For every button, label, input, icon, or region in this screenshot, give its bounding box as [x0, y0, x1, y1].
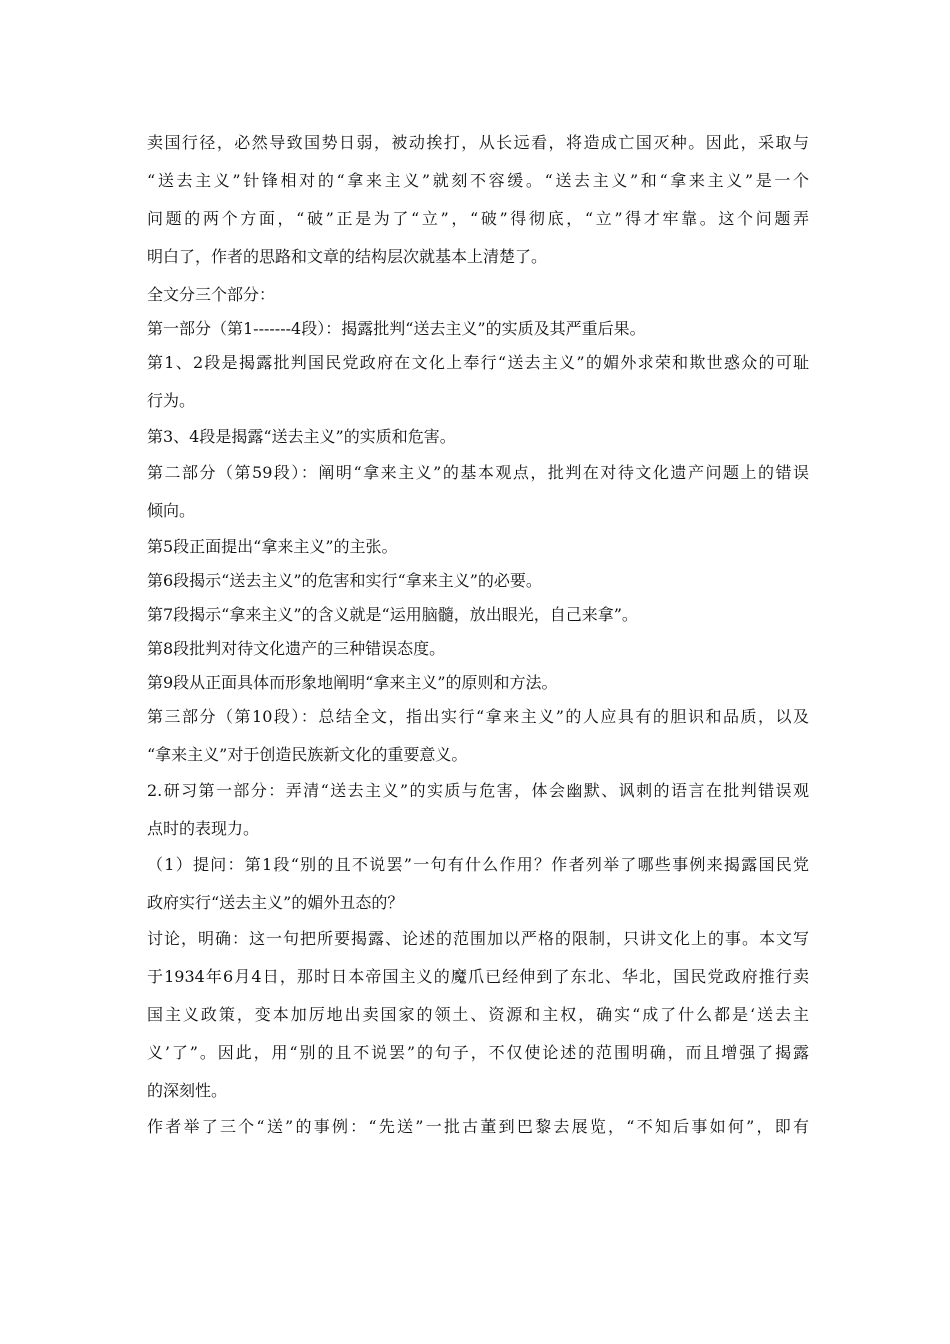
section-heading: 全文分三个部分： [147, 285, 276, 304]
text-line: 行为。 [147, 391, 196, 410]
part-heading: 第二部分（第59段）：阐明“拿来主义”的基本观点，批判在对待文化遗产问题上的错误 [147, 463, 809, 482]
text-line: 于1934年6月4日，那时日本帝国主义的魔爪已经伸到了东北、华北，国民党政府推行卖 [147, 967, 809, 986]
text-line: 第1、2段是揭露批判国民党政府在文化上奉行“送去主义”的媚外求荣和欺世惑众的可耻 [147, 353, 809, 372]
text-line: 讨论，明确：这一句把所要揭露、论述的范围加以严格的限制，只讲文化上的事。本文写 [147, 929, 809, 948]
text-line: 倾向。 [147, 501, 196, 520]
text-line: 第3、4段是揭露“送去主义”的实质和危害。 [147, 427, 456, 446]
part-heading: 第一部分（第1-------4段）：揭露批判“送去主义”的实质及其严重后果。 [147, 319, 646, 338]
text-line: “送去主义”针锋相对的“拿来主义”就刻不容缓。“送去主义”和“拿来主义”是一个 [147, 171, 809, 190]
text-line: 国主义政策，变本加厉地出卖国家的领土、资源和主权，确实“成了什么都是‘送去主 [147, 1005, 809, 1024]
text-line: 点时的表现力。 [147, 819, 260, 838]
question-line: （1）提问：第1段“别的且不说罢”一句有什么作用？作者列举了哪些事例来揭露国民党 [147, 855, 809, 874]
part-heading: 第三部分（第10段）：总结全文，指出实行“拿来主义”的人应具有的胆识和品质，以及 [147, 707, 809, 726]
text-line: 第6段揭示“送去主义”的危害和实行“拿来主义”的必要。 [147, 571, 542, 590]
text-line: 卖国行径，必然导致国势日弱，被动挨打，从长远看，将造成亡国灭种。因此，采取与 [147, 133, 809, 152]
text-line: 义’了”。因此，用“别的且不说罢”的句子，不仅使论述的范围明确，而且增强了揭露 [147, 1043, 809, 1062]
text-line: 明白了，作者的思路和文章的结构层次就基本上清楚了。 [147, 247, 548, 266]
text-line: 第5段正面提出“拿来主义”的主张。 [147, 537, 398, 556]
text-line: 问题的两个方面，“破”正是为了“立”，“破”得彻底，“立”得才牢靠。这个问题弄 [147, 209, 809, 228]
text-line: 第8段批判对待文化遗产的三种错误态度。 [147, 639, 446, 658]
text-line: 作者举了三个“送”的事例：“先送”一批古董到巴黎去展览，“不知后事如何”，即有 [147, 1117, 809, 1136]
question-line: 政府实行“送去主义”的媚外丑态的？ [147, 893, 404, 912]
text-line: 第9段从正面具体而形象地阐明“拿来主义”的原则和方法。 [147, 673, 558, 692]
text-line: “拿来主义”对于创造民族新文化的重要意义。 [147, 745, 468, 764]
text-line: 的深刻性。 [147, 1081, 228, 1100]
text-line: 第7段揭示“拿来主义”的含义就是“运用脑髓，放出眼光，自己来拿”。 [147, 605, 638, 624]
text-line: 2.研习第一部分：弄清“送去主义”的实质与危害，体会幽默、讽刺的语言在批判错误观 [147, 781, 809, 800]
